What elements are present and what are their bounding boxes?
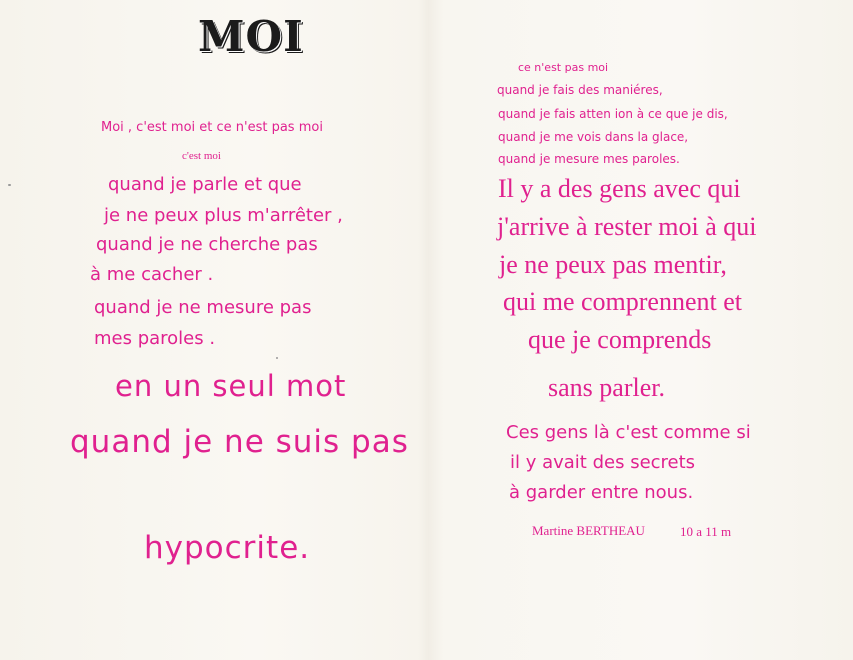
intro-line: Moi , c'est moi et ce n'est pas moi [101,120,323,135]
right-small-line: ce n'est pas moi [518,61,609,74]
right-closing-line: il y avait des secrets [510,452,696,473]
author-signature: Martine BERTHEAU [532,523,645,538]
right-serif-line: sans parler. [548,373,665,402]
right-serif-line: qui me comprennent et [503,287,742,316]
big-line: quand je ne suis pas [70,424,409,460]
left-line: mes paroles . [94,328,216,349]
left-line: quand je ne cherche pas [96,234,318,255]
left-line: quand je ne mesure pas [94,297,312,318]
left-line: je ne peux plus m'arrêter , [104,205,343,226]
right-serif-line: que je comprends [528,325,712,354]
right-small-line: quand je me vois dans la glace, [498,130,689,144]
right-serif-line: Il y a des gens avec qui [498,174,741,203]
right-small-line: quand je fais atten ion à ce que je dis, [498,107,728,121]
big-line: en un seul mot [115,369,347,403]
left-line: à me cacher . [90,264,214,285]
right-serif-line: je ne peux pas mentir, [499,250,727,279]
big-line: hypocrite. [144,530,311,566]
right-serif-line: j'arrive à rester moi à qui [497,212,757,241]
right-closing-line: à garder entre nous. [509,482,694,503]
page-title: MOI [198,12,304,61]
left-line: quand je parle et que [108,174,302,195]
paper-speck [276,357,278,359]
right-small-line: quand je fais des maniéres, [497,83,663,97]
right-closing-line: Ces gens là c'est comme si [506,422,751,443]
paper-speck [8,184,11,186]
right-small-line: quand je mesure mes paroles. [498,152,680,166]
author-age: 10 a 11 m [680,524,732,539]
cest-moi-line: c'est moi [182,150,221,162]
